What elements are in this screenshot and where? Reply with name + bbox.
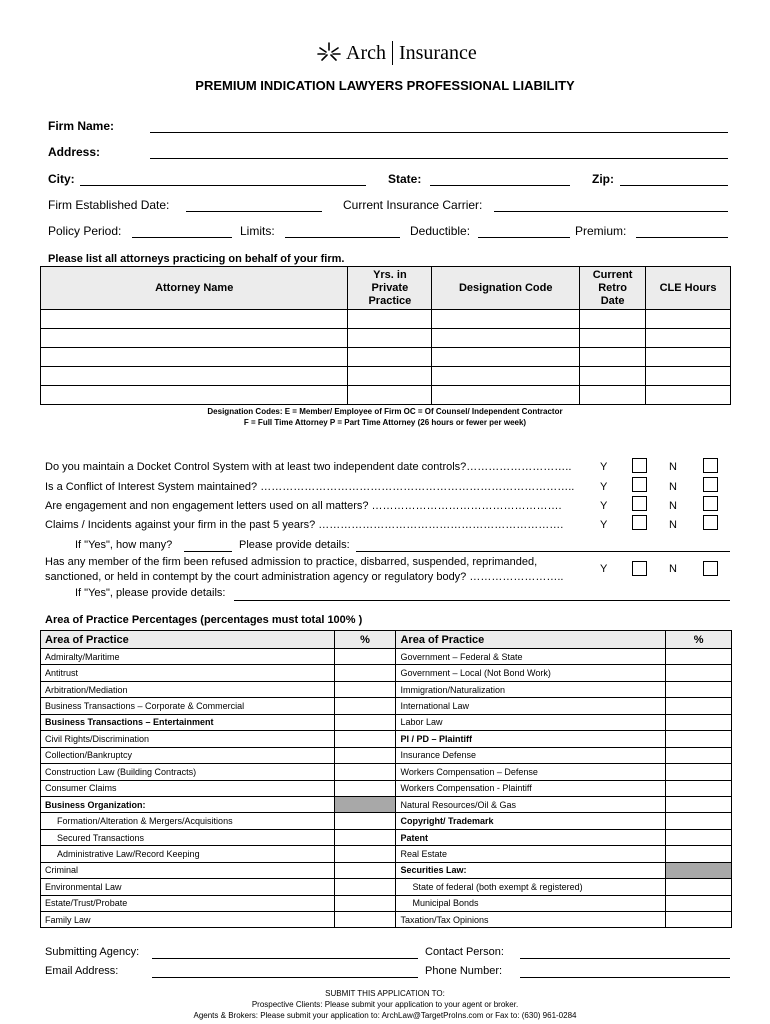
footer-prospective-clients: Prospective Clients: Please submit your application to your agent or broker. — [251, 1000, 519, 1009]
question-engagement: Are engagement and non engagement letters used on all matters? ……………………………………………. — [45, 500, 562, 512]
designation-legend-2: F = Full Time Attorney P = Part Time Attorney (26 hours or fewer per week) — [243, 418, 527, 427]
practice-area: Collection/Bankruptcy — [41, 747, 335, 763]
practice-pct-input[interactable] — [666, 780, 732, 796]
conflict-yes-checkbox[interactable] — [632, 477, 647, 492]
header-designation-code: Designation Code — [432, 267, 580, 310]
practice-pct-input[interactable] — [666, 829, 732, 845]
practice-area: Copyright/ Trademark — [396, 813, 666, 829]
practice-table — [40, 630, 732, 928]
carrier-field[interactable] — [494, 211, 728, 212]
practice-pct-input[interactable] — [334, 846, 396, 862]
attorney-row[interactable] — [41, 310, 731, 329]
practice-pct-input[interactable] — [666, 796, 732, 812]
claims-how-many-field[interactable] — [184, 551, 232, 552]
practice-pct-input[interactable] — [334, 912, 396, 928]
no-label: N — [669, 500, 677, 512]
practice-area: Workers Compensation – Defense — [396, 764, 666, 780]
submitting-agency-label: Submitting Agency: — [45, 946, 140, 958]
attorney-row[interactable] — [41, 386, 731, 405]
header-area-left: Area of Practice — [41, 631, 335, 649]
attorney-row[interactable] — [41, 367, 731, 386]
practice-area: Business Transactions – Entertainment — [41, 714, 335, 730]
practice-pct-input[interactable] — [666, 681, 732, 697]
docket-yes-checkbox[interactable] — [632, 458, 647, 473]
practice-pct-input[interactable] — [334, 829, 396, 845]
deductible-label: Deductible: — [410, 224, 471, 238]
practice-pct-disabled — [334, 796, 396, 812]
practice-pct-input[interactable] — [334, 879, 396, 895]
state-field[interactable] — [430, 185, 570, 186]
practice-pct-input[interactable] — [666, 879, 732, 895]
practice-area: Government – Local (Not Bond Work) — [396, 665, 666, 681]
practice-area: Consumer Claims — [41, 780, 335, 796]
arch-star-icon — [316, 40, 342, 66]
attorneys-table — [40, 266, 731, 405]
practice-area: Natural Resources/Oil & Gas — [396, 796, 666, 812]
question-docket: Do you maintain a Docket Control System with at least two independent date controls?……………………….. — [45, 461, 572, 473]
practice-pct-input[interactable] — [334, 747, 396, 763]
practice-pct-disabled — [666, 862, 732, 878]
firm-name-field[interactable] — [150, 132, 728, 133]
zip-label: Zip: — [592, 172, 614, 186]
practice-pct-input[interactable] — [334, 862, 396, 878]
practice-area: Immigration/Naturalization — [396, 681, 666, 697]
practice-pct-input[interactable] — [666, 846, 732, 862]
no-label: N — [669, 563, 677, 575]
email-field[interactable] — [152, 977, 418, 978]
form-title: PREMIUM INDICATION LAWYERS PROFESSIONAL LIABILITY — [195, 78, 575, 93]
email-label: Email Address: — [45, 965, 119, 977]
arch-insurance-logo — [316, 38, 477, 68]
no-label: N — [669, 461, 677, 473]
practice-area: Formation/Alteration & Mergers/Acquisitions — [41, 813, 335, 829]
header-retro-line: Retro — [598, 281, 627, 294]
practice-area: Government – Federal & State — [396, 649, 666, 665]
yes-label: Y — [600, 563, 608, 575]
claims-details-field[interactable] — [356, 551, 730, 552]
practice-pct-input[interactable] — [666, 747, 732, 763]
practice-pct-input[interactable] — [666, 764, 732, 780]
conflict-no-checkbox[interactable] — [703, 477, 718, 492]
practice-pct-input[interactable] — [666, 813, 732, 829]
yes-label: Y — [600, 500, 608, 512]
policy-period-label: Policy Period: — [48, 224, 122, 238]
question-claims: Claims / Incidents against your firm in the past 5 years? …………………………………………………………. — [45, 519, 564, 531]
practice-area: Securities Law: — [396, 862, 666, 878]
practice-pct-input[interactable] — [334, 714, 396, 730]
header-yrs-line: Private — [371, 281, 409, 294]
footer-agents-brokers: Agents & Brokers: Please submit your application to: ArchLaw@TargetProIns.com or Fax to: (630) 961-0284 — [193, 1011, 577, 1020]
no-label: N — [669, 519, 677, 531]
policy-period-field[interactable] — [132, 237, 232, 238]
designation-legend-1: Designation Codes: E = Member/ Employee of Firm OC = Of Counsel/ Independent Contractor — [207, 407, 563, 416]
header-yrs-line: Practice — [368, 294, 412, 307]
header-pct-left: % — [334, 631, 396, 649]
carrier-label: Current Insurance Carrier: — [343, 198, 483, 212]
practice-area: Arbitration/Mediation — [41, 681, 335, 697]
question-disciplinary-2: sanctioned, or held in contempt by the court administration agency or regulatory body? …………………….. — [45, 571, 564, 583]
practice-area: Patent — [396, 829, 666, 845]
practice-area: Real Estate — [396, 846, 666, 862]
practice-pct-input[interactable] — [666, 698, 732, 714]
established-field[interactable] — [186, 211, 322, 212]
logo-divider — [392, 41, 393, 65]
zip-field[interactable] — [620, 185, 728, 186]
practice-area: Municipal Bonds — [396, 895, 666, 911]
city-field[interactable] — [80, 185, 366, 186]
practice-pct-input[interactable] — [666, 665, 732, 681]
header-retro-line: Date — [600, 294, 625, 307]
header-pct-right: % — [666, 631, 732, 649]
phone-field[interactable] — [520, 977, 730, 978]
practice-pct-input[interactable] — [334, 731, 396, 747]
header-cle-hours: CLE Hours — [646, 267, 731, 310]
practice-area: Civil Rights/Discrimination — [41, 731, 335, 747]
question-conflict: Is a Conflict of Interest System maintained? ………………………………………………………………………….. — [45, 481, 575, 493]
disciplinary-details-field[interactable] — [234, 600, 730, 601]
disciplinary-details-label: If "Yes", please provide details: — [75, 587, 226, 599]
header-current-retro-date — [580, 267, 646, 310]
engagement-yes-checkbox[interactable] — [632, 496, 647, 511]
practice-area: Taxation/Tax Opinions — [396, 912, 666, 928]
yes-label: Y — [600, 519, 608, 531]
no-label: N — [669, 481, 677, 493]
practice-area: PI / PD – Plaintiff — [396, 731, 666, 747]
practice-pct-input[interactable] — [334, 813, 396, 829]
submitting-agency-field[interactable] — [152, 958, 418, 959]
logo-product: Insurance — [398, 41, 477, 64]
yes-label: Y — [600, 481, 608, 493]
practice-pct-input[interactable] — [666, 895, 732, 911]
practice-area: Admiralty/Maritime — [41, 649, 335, 665]
practice-area: Workers Compensation - Plaintiff — [396, 780, 666, 796]
practice-area: Business Transactions – Corporate & Commercial — [41, 698, 335, 714]
practice-area: Business Organization: — [41, 796, 335, 812]
contact-person-field[interactable] — [520, 958, 730, 959]
docket-no-checkbox[interactable] — [703, 458, 718, 473]
practice-area: Insurance Defense — [396, 747, 666, 763]
practice-heading: Area of Practice Percentages (percentages must total 100% ) — [45, 614, 363, 626]
practice-area: Environmental Law — [41, 879, 335, 895]
question-disciplinary-1: Has any member of the firm been refused admission to practice, disbarred, suspended, reprimanded, — [45, 556, 538, 568]
deductible-field[interactable] — [478, 237, 570, 238]
claims-details-label: Please provide details: — [239, 539, 350, 551]
header-yrs-line: Yrs. in — [373, 268, 407, 281]
premium-field[interactable] — [636, 237, 728, 238]
premium-label: Premium: — [575, 224, 627, 238]
attorney-row[interactable] — [41, 329, 731, 348]
practice-pct-input[interactable] — [334, 698, 396, 714]
yes-label: Y — [600, 461, 608, 473]
limits-field[interactable] — [285, 237, 400, 238]
practice-area: Antitrust — [41, 665, 335, 681]
practice-pct-input[interactable] — [666, 731, 732, 747]
practice-area: Estate/Trust/Probate — [41, 895, 335, 911]
practice-pct-input[interactable] — [666, 649, 732, 665]
practice-pct-input[interactable] — [666, 714, 732, 730]
practice-area: International Law — [396, 698, 666, 714]
header-yrs-private-practice — [348, 267, 432, 310]
address-label: Address: — [48, 145, 101, 159]
practice-area: Family Law — [41, 912, 335, 928]
header-attorney-name: Attorney Name — [41, 267, 348, 310]
practice-area: Administrative Law/Record Keeping — [41, 846, 335, 862]
practice-pct-input[interactable] — [334, 764, 396, 780]
footer-submit-heading: SUBMIT THIS APPLICATION TO: — [325, 989, 445, 998]
established-label: Firm Established Date: — [48, 198, 170, 212]
header-area-right: Area of Practice — [396, 631, 666, 649]
disciplinary-no-checkbox[interactable] — [703, 561, 718, 576]
claims-how-many-label: If "Yes", how many? — [75, 539, 173, 551]
practice-area: Construction Law (Building Contracts) — [41, 764, 335, 780]
limits-label: Limits: — [240, 224, 275, 238]
logo-brand: Arch — [346, 41, 386, 64]
practice-pct-input[interactable] — [666, 912, 732, 928]
practice-pct-input[interactable] — [334, 681, 396, 697]
disciplinary-yes-checkbox[interactable] — [632, 561, 647, 576]
claims-yes-checkbox[interactable] — [632, 515, 647, 530]
contact-person-label: Contact Person: — [425, 946, 504, 958]
phone-label: Phone Number: — [425, 965, 503, 977]
attorney-row[interactable] — [41, 348, 731, 367]
practice-area: State of federal (both exempt & registered) — [396, 879, 666, 895]
practice-area: Labor Law — [396, 714, 666, 730]
practice-pct-input[interactable] — [334, 665, 396, 681]
practice-area: Criminal — [41, 862, 335, 878]
attorneys-instruction: Please list all attorneys practicing on behalf of your firm. — [48, 253, 345, 265]
header-retro-line: Current — [592, 268, 633, 281]
city-label: City: — [48, 172, 75, 186]
state-label: State: — [388, 172, 422, 186]
practice-pct-input[interactable] — [334, 780, 396, 796]
practice-area: Secured Transactions — [41, 829, 335, 845]
claims-no-checkbox[interactable] — [703, 515, 718, 530]
practice-pct-input[interactable] — [334, 649, 396, 665]
address-field[interactable] — [150, 158, 728, 159]
practice-pct-input[interactable] — [334, 895, 396, 911]
firm-name-label: Firm Name: — [48, 119, 115, 133]
engagement-no-checkbox[interactable] — [703, 496, 718, 511]
